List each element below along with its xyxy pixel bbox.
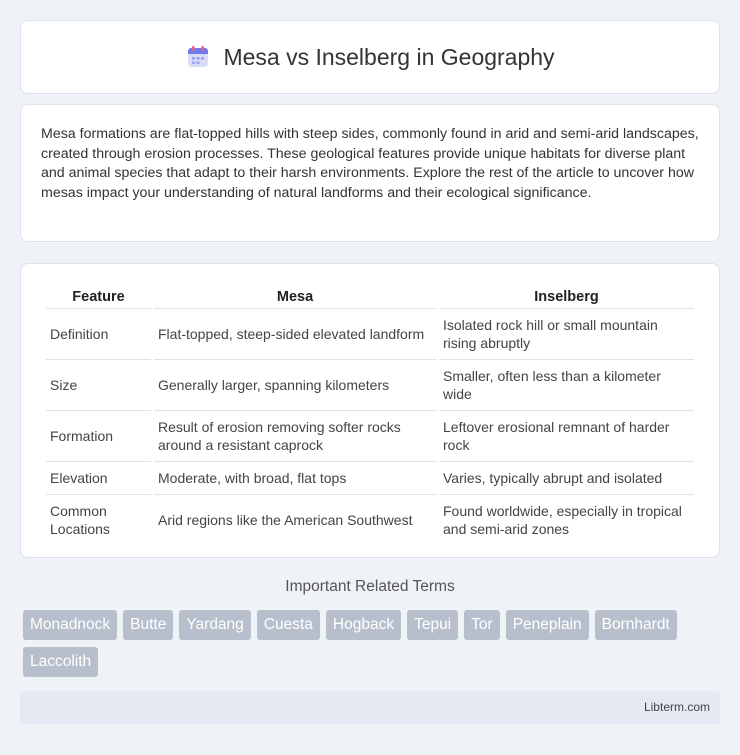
- page-title: Mesa vs Inselberg in Geography: [223, 43, 555, 70]
- comparison-table: [43, 286, 697, 545]
- intro-card: [20, 104, 720, 242]
- table-header-row: [46, 286, 694, 309]
- related-terms-list: [23, 610, 723, 677]
- table-cell: Flat-topped, steep-sided elevated landform: [154, 309, 436, 360]
- table-row: [46, 360, 694, 411]
- intro-paragraph: Mesa formations are flat-topped hills with steep sides, commonly found in arid and semi-arid landscapes, created through erosion processes. These geological features provide unique habitats for diverse plant and animal species that adapt to their harsh environments. Explore the rest of the article to uncover how mesas impact your understanding of natural landforms and their ecological significance.: [41, 126, 699, 201]
- footer-site-link[interactable]: Libterm.com: [643, 700, 710, 714]
- table-cell: Elevation: [46, 462, 151, 495]
- table-row: [46, 309, 694, 360]
- related-term-tag[interactable]: Bornhardt: [595, 610, 677, 640]
- related-term-tag[interactable]: Yardang: [179, 610, 250, 640]
- table-cell: Generally larger, spanning kilometers: [154, 360, 436, 411]
- table-cell: Moderate, with broad, flat tops: [154, 462, 436, 495]
- table-cell: Varies, typically abrupt and isolated: [439, 462, 694, 495]
- related-term-tag[interactable]: Tor: [464, 610, 500, 640]
- table-cell: Arid regions like the American Southwest: [158, 512, 413, 528]
- table-cell: Result of erosion removing softer rocks around a resistant caprock: [154, 411, 436, 462]
- column-header-inselberg: Inselberg: [439, 286, 694, 309]
- related-term-tag[interactable]: Monadnock: [23, 610, 117, 640]
- related-term-tag[interactable]: Peneplain: [506, 610, 589, 640]
- comparison-table-card: [20, 263, 720, 558]
- table-row: [46, 462, 694, 495]
- related-terms-heading: Important Related Terms: [285, 578, 455, 595]
- column-header-mesa: Mesa: [154, 286, 436, 309]
- related-term-tag[interactable]: Cuesta: [257, 610, 320, 640]
- footer: [20, 691, 720, 724]
- table-cell: Leftover erosional remnant of harder rock: [439, 411, 694, 462]
- related-term-tag[interactable]: Tepui: [407, 610, 458, 640]
- table-row: [46, 411, 694, 462]
- table-cell: Formation: [46, 411, 151, 462]
- calendar-icon: [185, 44, 211, 70]
- table-cell: Smaller, often less than a kilometer wide: [439, 360, 694, 411]
- table-cell: Isolated rock hill or small mountain rising abruptly: [439, 309, 694, 360]
- related-term-tag[interactable]: Butte: [123, 610, 173, 640]
- table-cell: Found worldwide, especially in tropical and semi-arid zones: [443, 503, 682, 537]
- column-header-feature: Feature: [46, 286, 151, 309]
- table-cell: Size: [46, 360, 151, 411]
- table-cell: Definition: [46, 309, 151, 360]
- table-row: [46, 495, 694, 545]
- table-cell: Common Locations: [50, 503, 110, 537]
- related-term-tag[interactable]: Laccolith: [23, 647, 98, 677]
- related-term-tag[interactable]: Hogback: [326, 610, 401, 640]
- title-card: [20, 20, 720, 94]
